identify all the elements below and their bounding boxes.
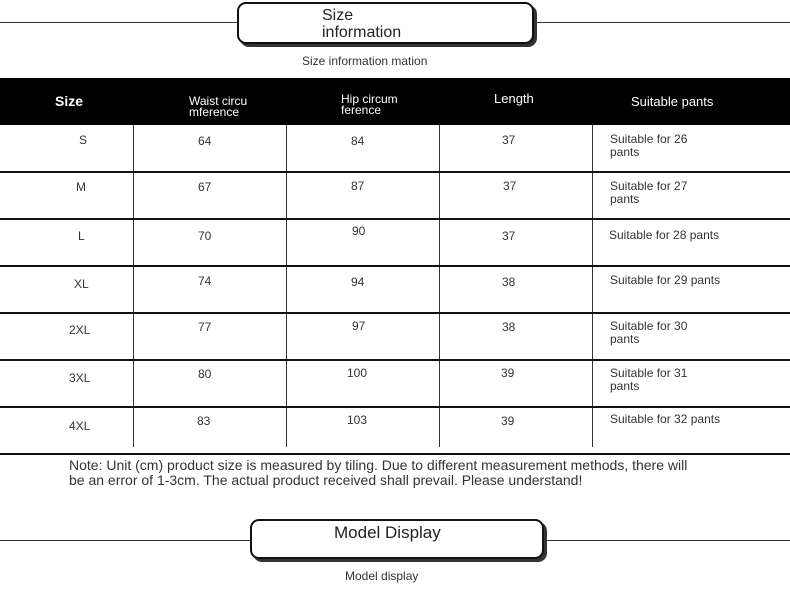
hip-cell: 84 (351, 134, 365, 148)
waist-cell: 64 (198, 134, 212, 148)
table-row (0, 172, 790, 220)
length-cell: 38 (502, 320, 516, 334)
size-cell: 4XL (69, 419, 91, 433)
waist-cell: 67 (198, 180, 212, 194)
column-header-suitable-pants: Suitable pants (631, 94, 714, 109)
size-cell: S (79, 133, 88, 147)
waist-cell: 80 (198, 367, 212, 381)
column-header-waist: Waist circumference (189, 96, 248, 119)
waist-cell: 74 (198, 274, 212, 288)
model-rule-left (0, 540, 252, 541)
hip-cell: 90 (352, 224, 366, 238)
table-row (0, 219, 790, 267)
size-cell: 3XL (69, 371, 91, 385)
model-display-subtitle: Model display (345, 569, 419, 583)
hip-cell: 97 (352, 319, 366, 333)
header-rule-left (0, 22, 240, 23)
size-cell: L (78, 229, 85, 243)
length-cell: 39 (501, 414, 515, 428)
length-cell: 37 (502, 229, 516, 243)
waist-cell: 70 (198, 229, 212, 243)
header-rule-right (534, 22, 790, 23)
measurement-note: Note: Unit (cm) product size is measured by tiling. Due to different measurement methods, there will be an error of 1-3cm. The actual product received shall prevail. Please understand! (69, 457, 688, 488)
size-table (0, 125, 790, 449)
column-header-length: Length (494, 91, 534, 106)
table-row (0, 407, 790, 455)
model-display-title: Model Display (334, 523, 441, 542)
column-header-hip: Hip circumference (341, 94, 398, 117)
pants-cell: Suitable for 32 pants (610, 412, 721, 426)
waist-cell: 77 (198, 320, 212, 334)
page-subtitle: Size information mation (302, 54, 428, 68)
pants-cell: Suitable for 27 pants (610, 179, 688, 206)
hip-cell: 103 (347, 413, 368, 427)
size-cell: M (76, 180, 86, 194)
table-row (0, 266, 790, 314)
table-header (0, 78, 790, 125)
pants-cell: Suitable for 30 pants (610, 319, 688, 346)
pants-cell: Suitable for 26 pants (610, 132, 688, 159)
table-row (0, 360, 790, 408)
length-cell: 37 (502, 133, 516, 147)
table-row (0, 313, 790, 361)
page-title: Size information (322, 7, 402, 41)
pants-cell: Suitable for 28 pants (609, 228, 720, 242)
table-row (0, 125, 790, 173)
waist-cell: 83 (197, 414, 211, 428)
hip-cell: 94 (351, 275, 365, 289)
length-cell: 37 (503, 179, 517, 193)
column-header-size: Size (55, 93, 84, 109)
length-cell: 38 (502, 275, 516, 289)
pants-cell: Suitable for 31 pants (610, 366, 688, 393)
size-cell: 2XL (69, 323, 91, 337)
length-cell: 39 (501, 366, 515, 380)
model-rule-right (544, 540, 790, 541)
size-cell: XL (74, 277, 89, 291)
hip-cell: 100 (347, 366, 368, 380)
hip-cell: 87 (351, 179, 365, 193)
pants-cell: Suitable for 29 pants (610, 273, 721, 287)
